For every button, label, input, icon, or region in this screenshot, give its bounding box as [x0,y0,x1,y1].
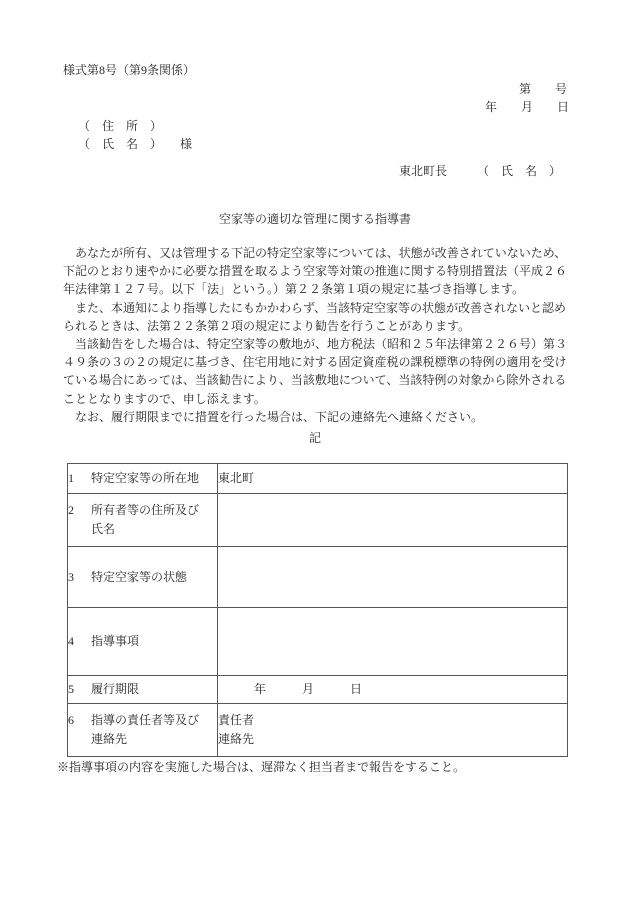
ki-heading: 記 [308,431,321,445]
row-label: 指導事項 [91,634,140,648]
document-number-line: 第 号 [518,82,567,96]
row-value-line2: 連絡先 [218,732,255,746]
row-number: 1 [68,471,74,485]
row-label-cell [68,608,218,676]
row-value-cell [218,676,568,704]
row-label-cell [68,704,218,757]
body-line: なお、履行期限までに措置を行った場合は、下記の連絡先へ連絡ください。 [63,409,484,424]
table-row [68,547,568,608]
row-number: 5 [68,682,74,696]
form-number: 様式第8号（第9条関係） [63,63,196,77]
row-value-cell [218,704,568,757]
row-value: 責任者 [218,713,255,727]
footnote: ※指導事項の内容を実施した場合は、遅滞なく担当者まで報告をすること。 [57,760,466,774]
row-label: 特定空家等の状態 [91,569,188,584]
row-label-line2: 連絡先 [91,732,128,746]
row-label: 特定空家等の所在地 [91,471,200,485]
row-number: 3 [68,569,74,584]
sender-line: 東北町長 （ 氏 名 ） [399,164,562,178]
row-value: 東北町 [218,471,255,485]
table-row [68,704,568,757]
row-label-cell [68,464,218,494]
row-label: 指導の責任者等及び [91,713,200,727]
date-line: 年 月 日 [484,100,569,114]
row-label: 履行期限 [91,682,140,696]
row-number: 2 [68,503,74,517]
row-value-cell [218,464,568,494]
body-line: 下記のとおり速やかに必要な措置を取るよう空家等対策の推進に関する特別措置法（平成２６ [63,264,568,279]
row-label-line2: 氏名 [91,522,116,536]
details-table [67,463,568,757]
body-line: あなたが所有、又は管理する下記の特定空家等については、状態が改善されていないため、 [63,246,567,260]
document-title: 空家等の適切な管理に関する指導書 [218,212,411,226]
row-label: 所有者等の住所及び [91,503,200,517]
row-value: 年 月 日 [218,682,363,696]
row-label-cell [68,494,218,547]
row-value-cell [218,494,568,547]
recipient-name-line: （ 氏 名 ） 様 [78,137,193,151]
body-line: ている場合にあっては、当該勧告により、当該敷地について、当該特例の対象から除外される [63,373,567,388]
row-label-cell [68,676,218,704]
row-value-cell [218,547,568,608]
body-line: られるときは、法第２２条第２項の規定により勧告を行うことがあります。 [63,318,471,333]
body-text [63,244,569,426]
row-label-cell [68,547,218,608]
row-value-cell [218,608,568,676]
row-number: 4 [68,634,74,648]
table-row [68,464,568,494]
body-line: 当該勧告をした場合は、特定空家等の敷地が、地方税法（昭和２５年法律第２２６号）第３ [63,337,568,352]
body-line: また、本通知により指導したにもかかわらず、当該特定空家等の状態が改善されないと認め [63,300,567,315]
body-line: ４９条の３の２の規定に基づき、住宅用地に対する固定資産税の課税標準の特例の適用を受け [63,355,567,370]
row-number: 6 [68,713,74,727]
table-row [68,608,568,676]
body-line: こととなりますので、申し添えます。 [63,391,266,406]
table-row [68,494,568,547]
body-line: 年法律第１２７号。以下「法」という。）第２２条第１項の規定に基づき指導します。 [63,282,525,297]
recipient-address-line: （ 住 所 ） [78,119,163,133]
table-row [68,676,568,704]
